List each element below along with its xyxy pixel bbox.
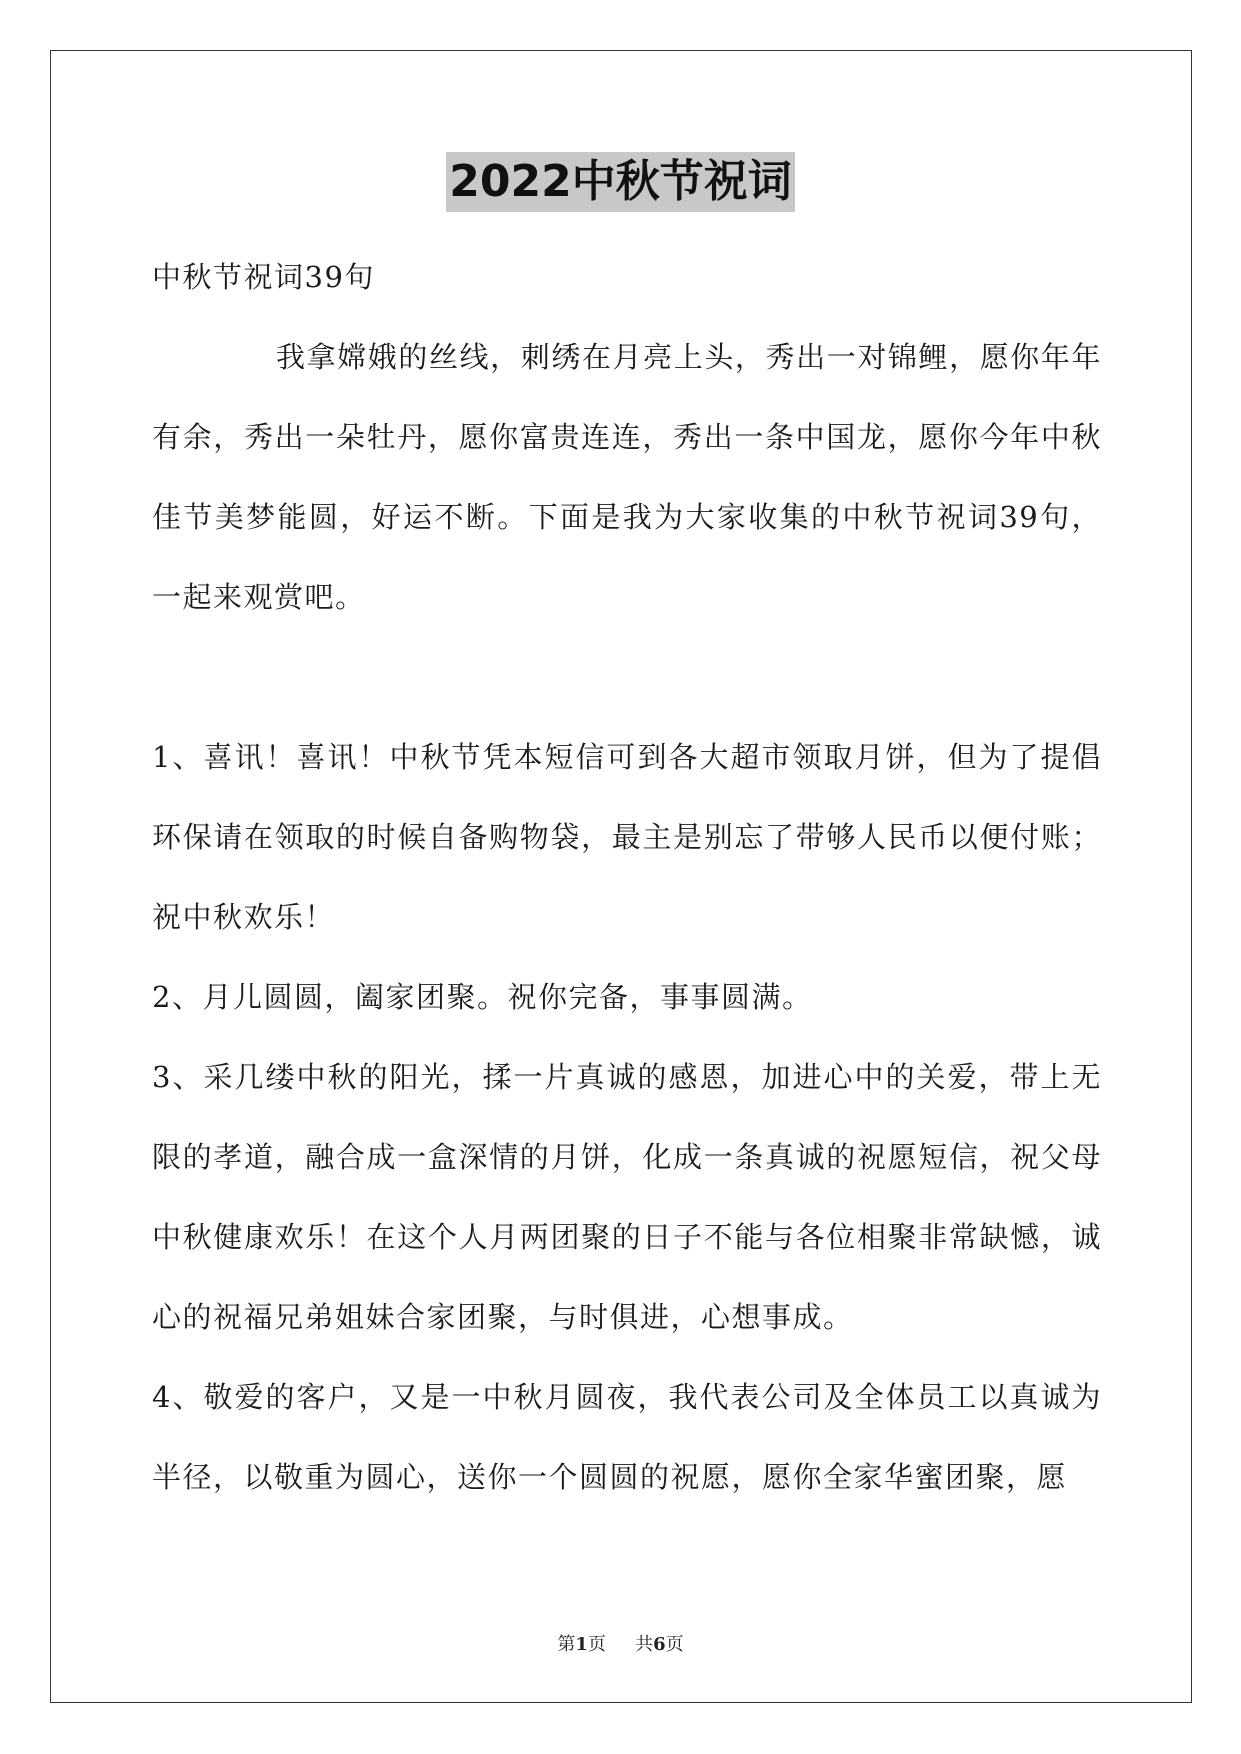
footer-total-prefix: 共 (635, 1634, 654, 1655)
page-footer (0, 1630, 1241, 1656)
footer-total-unit: 页 (665, 1634, 684, 1655)
footer-page-unit: 页 (587, 1634, 606, 1655)
footer-total-pages: 6 (653, 1634, 666, 1655)
list-item-4: 4、敬爱的客户，又是一中秋月圆夜，我代表公司及全体员工以真诚为半径，以敬重为圆心，送你一个圆圆的祝愿，愿你全家华蜜团聚，愿 (152, 1380, 1102, 1494)
paragraph-spacer (152, 637, 1102, 717)
intro-paragraph: 我拿嫦娥的丝线，刺绣在月亮上头，秀出一对锦鲤，愿你年年有余，秀出一朵牡丹，愿你富贵连连，秀出一条中国龙，愿你今年中秋佳节美梦能圆，好运不断。下面是我为大家收集的中秋节祝词39句，一起来观赏吧。 (152, 340, 1102, 614)
document-subtitle: 中秋节祝词39句 (152, 260, 375, 294)
list-item-1: 1、喜讯！喜讯！中秋节凭本短信可到各大超市领取月饼，但为了提倡环保请在领取的时候自备购物袋，最主是别忘了带够人民币以便付账；祝中秋欢乐！ (152, 740, 1102, 934)
document-title: 2022中秋节祝词 (446, 152, 794, 212)
list-item-2: 2、月儿圆圆，阖家团聚。祝你完备，事事圆满。 (152, 980, 813, 1014)
footer-current-page: 1 (575, 1634, 588, 1655)
title-container (0, 152, 1241, 212)
footer-prefix: 第 (557, 1634, 576, 1655)
list-item-3: 3、采几缕中秋的阳光，揉一片真诚的感恩，加进心中的关爱，带上无限的孝道，融合成一盒深情的月饼，化成一条真诚的祝愿短信，祝父母中秋健康欢乐！在这个人月两团聚的日子不能与各位相聚非常缺憾，诚心的祝福兄弟姐妹合家团聚，与时俱进，心想事成。 (152, 1060, 1102, 1334)
document-body (152, 237, 1102, 1517)
